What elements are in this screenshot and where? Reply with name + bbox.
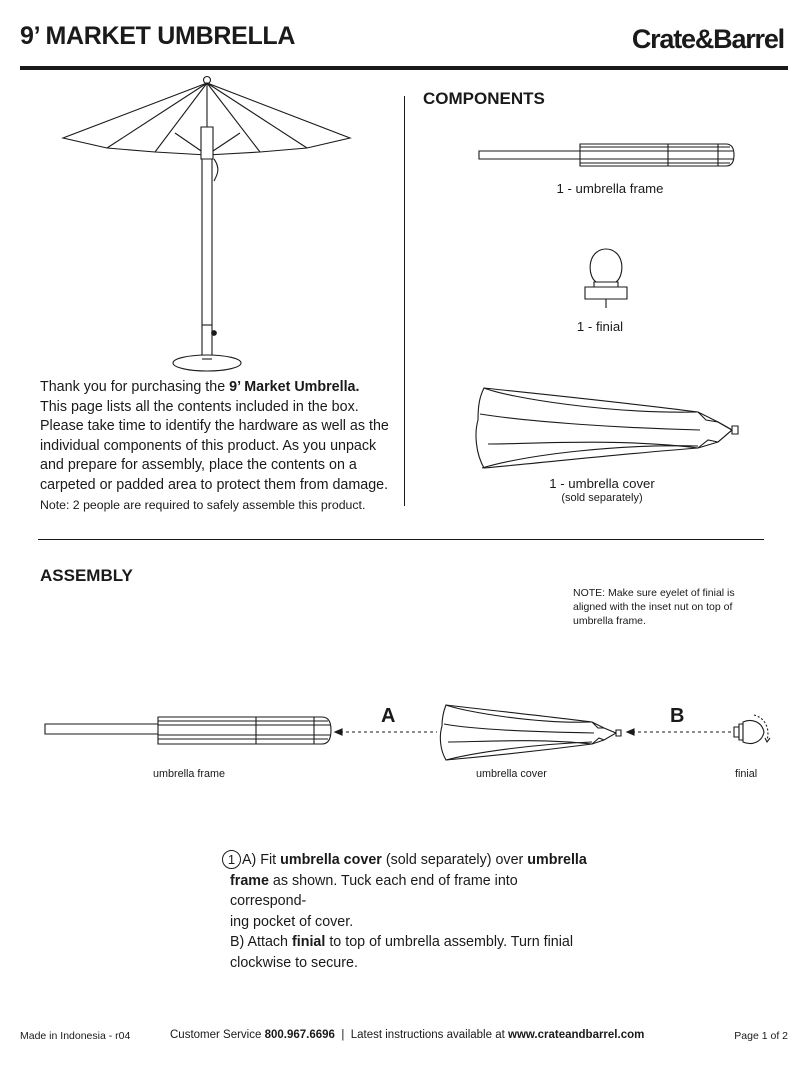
umbrella-frame-illustration bbox=[478, 143, 738, 169]
step-1-instructions bbox=[222, 850, 597, 973]
arrow-b-icon bbox=[626, 728, 732, 736]
assembly-note-line: aligned with the inset nut on top of bbox=[573, 601, 733, 613]
component-label-cover: 1 - umbrella cover bbox=[549, 476, 655, 491]
assembly-heading: ASSEMBLY bbox=[40, 566, 133, 585]
assembly-frame-illustration bbox=[44, 716, 334, 746]
section-divider bbox=[38, 539, 764, 540]
brand-logo: Crate&Barrel bbox=[631, 24, 784, 54]
step-text: clockwise to secure. bbox=[230, 954, 358, 971]
intro-line: This page lists all the contents included in the box. bbox=[40, 398, 359, 415]
finial-illustration bbox=[582, 246, 630, 310]
footer-separator: | bbox=[334, 1029, 351, 1041]
intro-line: Please take time to identify the hardware as well as the bbox=[40, 418, 389, 435]
intro-line: individual components of this product. As you unpack bbox=[40, 437, 377, 454]
assembly-label-cover: umbrella cover bbox=[476, 768, 547, 780]
step-bold: umbrella cover bbox=[280, 852, 382, 868]
step-number-badge: 1 bbox=[222, 850, 241, 869]
footer-page-number: Page 1 of 2 bbox=[734, 1030, 788, 1042]
assembly-label-frame: umbrella frame bbox=[153, 768, 226, 780]
intro-line: carpeted or padded area to protect them from damage. bbox=[40, 476, 389, 493]
step-text: A) Fit bbox=[242, 852, 281, 868]
footer-text: Customer Service bbox=[170, 1029, 265, 1041]
step-letter-b: B bbox=[670, 705, 685, 727]
step-bold: umbrella bbox=[527, 852, 587, 868]
step-text: B) Attach bbox=[230, 934, 292, 950]
assembly-note-line: umbrella frame. bbox=[573, 615, 646, 627]
umbrella-cover-illustration bbox=[470, 384, 745, 474]
intro-line: and prepare for assembly, place the contents on a bbox=[40, 457, 357, 474]
step-text: as shown. Tuck each end of frame into correspond- bbox=[230, 872, 518, 909]
assembly-label-finial: finial bbox=[735, 768, 758, 780]
components-heading: COMPONENTS bbox=[423, 89, 545, 108]
umbrella-open-illustration bbox=[55, 75, 375, 375]
intro-note: Note: 2 people are required to safely assemble this product. bbox=[40, 497, 366, 512]
assembly-note bbox=[573, 586, 763, 628]
column-divider bbox=[404, 96, 405, 506]
step-letter-a: A bbox=[381, 705, 396, 727]
footer-origin: Made in Indonesia - r04 bbox=[20, 1030, 131, 1042]
intro-text bbox=[40, 378, 400, 515]
assembly-cover-illustration bbox=[436, 702, 626, 764]
product-name: 9’ Market Umbrella. bbox=[229, 379, 360, 395]
component-label-finial: 1 - finial bbox=[576, 319, 624, 334]
step-text: ing pocket of cover. bbox=[230, 913, 354, 930]
footer-url-link[interactable]: www.crateandbarrel.com bbox=[508, 1029, 645, 1041]
step-bold: frame bbox=[230, 872, 269, 889]
arrow-a-icon bbox=[334, 728, 438, 736]
step-text: (sold separately) over bbox=[381, 852, 528, 868]
component-sublabel-cover: (sold separately) bbox=[561, 492, 643, 504]
title-rule bbox=[20, 66, 788, 70]
intro-line: Thank you for purchasing the bbox=[40, 379, 230, 395]
assembly-finial-illustration bbox=[732, 712, 772, 752]
step-bold: finial bbox=[291, 934, 326, 950]
footer-text: Latest instructions available at bbox=[350, 1029, 508, 1041]
step-text: to top of umbrella assembly. Turn finial bbox=[325, 934, 574, 950]
page-title: 9’ MARKET UMBRELLA bbox=[20, 22, 296, 50]
footer-customer-service bbox=[170, 1029, 644, 1041]
footer-phone: 800.967.6696 bbox=[264, 1029, 335, 1041]
component-label-frame: 1 - umbrella frame bbox=[556, 181, 664, 196]
assembly-note-line: NOTE: Make sure eyelet of finial is bbox=[573, 587, 735, 599]
